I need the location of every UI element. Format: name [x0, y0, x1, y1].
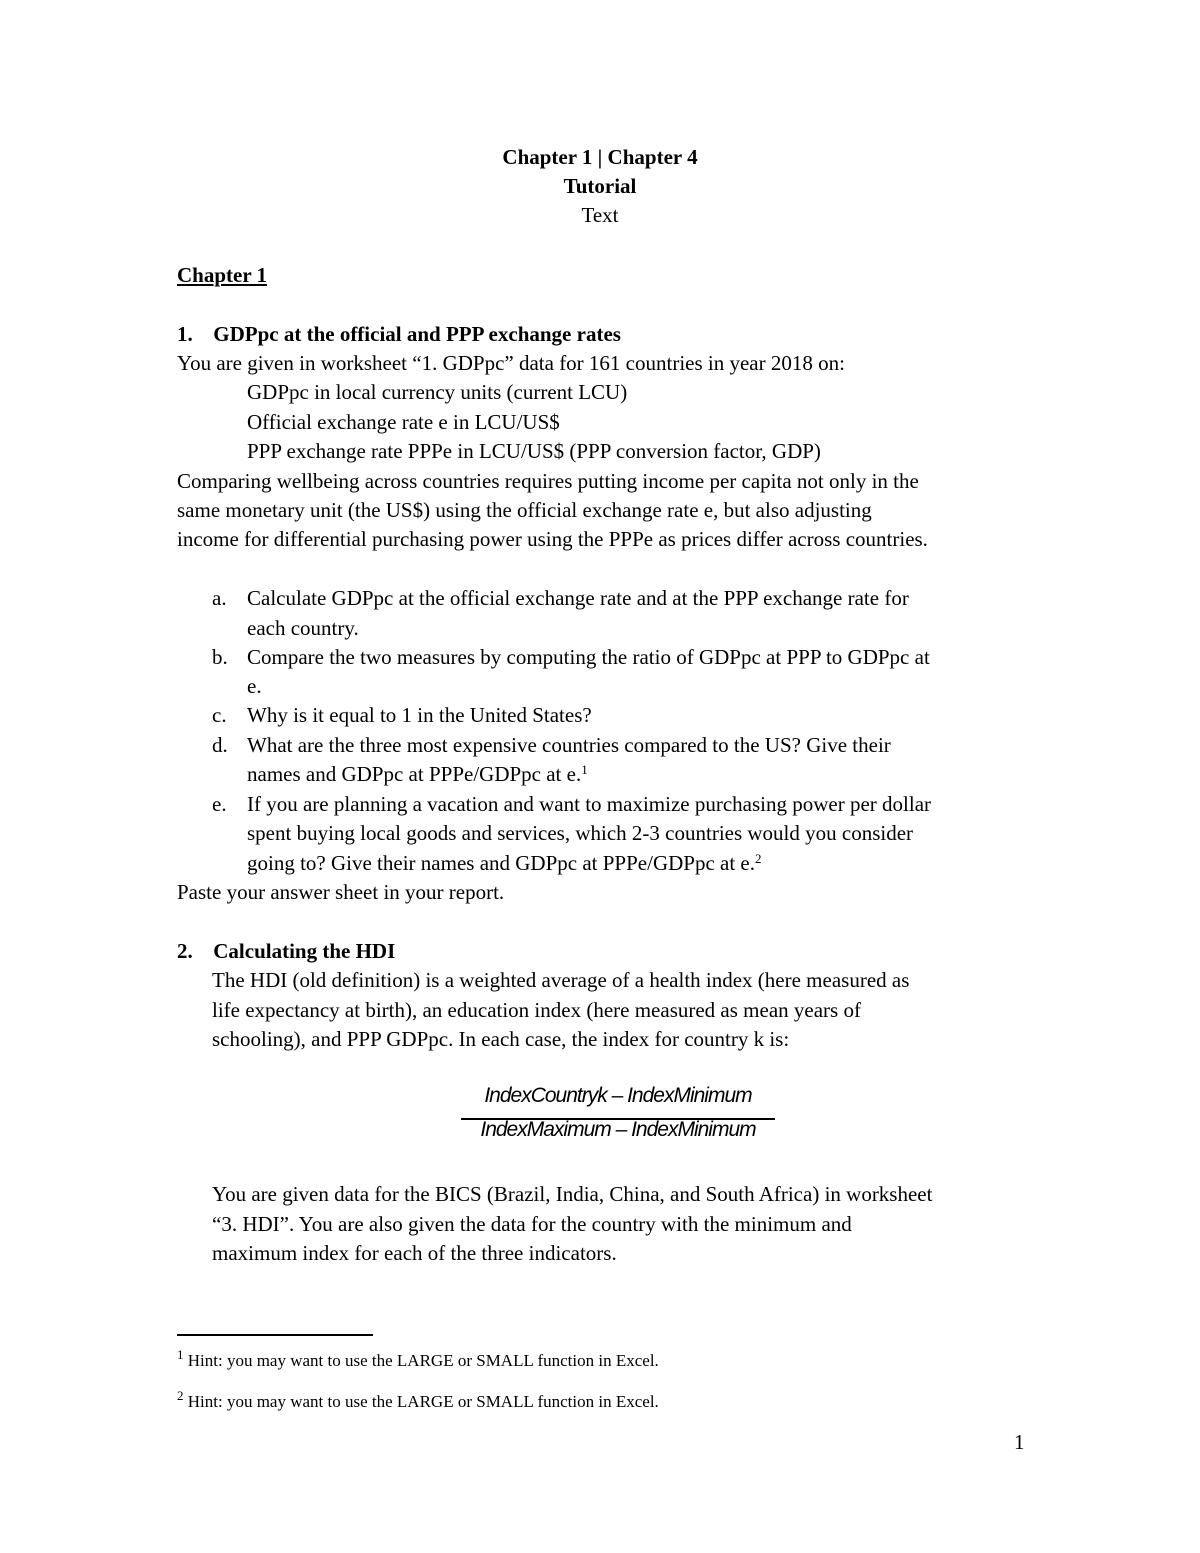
paragraph-line: same monetary unit (the US$) using the official exchange rate e, but also adjusting	[177, 498, 872, 522]
footnote-2-mark: 2	[177, 1388, 184, 1403]
document-title: Chapter 1 | Chapter 4	[502, 145, 698, 169]
paragraph-line: You are given data for the BICS (Brazil, India, China, and South Africa) in worksheet	[212, 1182, 933, 1206]
question-1-heading	[177, 320, 621, 349]
footnote-1-text: Hint: you may want to use the LARGE or SMALL function in Excel.	[187, 1351, 659, 1370]
subquestion-b-label: b.	[212, 645, 228, 669]
question-1-closing: Paste your answer sheet in your report.	[177, 880, 505, 904]
subquestion-d-label: d.	[212, 733, 228, 757]
document-subtitle: Tutorial	[563, 174, 637, 198]
subquestion-b-line: Compare the two measures by computing the ratio of GDPpc at PPP to GDPpc at	[247, 645, 930, 669]
paragraph-line: The HDI (old definition) is a weighted average of a health index (here measured as	[212, 968, 910, 992]
subquestion-a-line: Calculate GDPpc at the official exchange rate and at the PPP exchange rate for	[247, 586, 909, 610]
paragraph-line: income for differential purchasing power using the PPPe as prices differ across countries.	[177, 527, 928, 551]
subquestion-c-label: c.	[212, 703, 227, 727]
subquestion-c-line: Why is it equal to 1 in the United States?	[247, 703, 592, 727]
subquestion-a-label: a.	[212, 586, 227, 610]
question-1-intro: You are given in worksheet “1. GDPpc” data for 161 countries in year 2018 on:	[177, 351, 845, 375]
footnote-ref-2[interactable]: 2	[755, 851, 762, 866]
subquestion-d-line: What are the three most expensive countries compared to the US? Give their	[247, 733, 891, 757]
paragraph-line: life expectancy at birth), an education index (here measured as mean years of	[212, 998, 861, 1022]
footnote-ref-1[interactable]: 1	[581, 762, 588, 777]
subquestion-e-line-last	[247, 849, 762, 878]
subquestion-e-line: If you are planning a vacation and want to maximize purchasing power per dollar	[247, 792, 932, 816]
question-1-title: GDPpc at the official and PPP exchange rates	[213, 322, 621, 346]
subquestion-d-text: names and GDPpc at PPPe/GDPpc at e.	[247, 762, 582, 786]
footnote-2-text: Hint: you may want to use the LARGE or SMALL function in Excel.	[187, 1392, 659, 1411]
formula-numerator: IndexCountryk – IndexMinimum	[484, 1084, 752, 1107]
footnote-1-mark: 1	[177, 1347, 184, 1362]
subquestion-e-line: spent buying local goods and services, which 2-3 countries would you consider	[247, 821, 914, 845]
page-number: 1	[1014, 1430, 1025, 1454]
paragraph-line: maximum index for each of the three indicators.	[212, 1241, 617, 1265]
list-item: Official exchange rate e in LCU/US$	[247, 410, 560, 434]
list-item: PPP exchange rate PPPe in LCU/US$ (PPP conversion factor, GDP)	[247, 439, 821, 463]
paragraph-line: “3. HDI”. You are also given the data for the country with the minimum and	[212, 1212, 852, 1236]
subquestion-b-line: e.	[247, 674, 262, 698]
paragraph-line: schooling), and PPP GDPpc. In each case, the index for country k is:	[212, 1027, 790, 1051]
question-2-title: Calculating the HDI	[213, 939, 396, 963]
subquestion-e-label: e.	[212, 792, 227, 816]
question-2-heading	[177, 937, 395, 966]
subquestion-e-text: going to? Give their names and GDPpc at PPPe/GDPpc at e.	[247, 851, 755, 875]
footnote-1	[177, 1346, 659, 1375]
list-item: GDPpc in local currency units (current LCU)	[247, 380, 628, 404]
subquestion-d-line-last	[247, 760, 588, 789]
paragraph-line: Comparing wellbeing across countries requires putting income per capita not only in the	[177, 469, 919, 493]
footnote-2	[177, 1387, 659, 1416]
footnote-separator	[177, 1334, 373, 1336]
formula-denominator: IndexMaximum – IndexMinimum	[480, 1118, 756, 1141]
subquestion-a-line: each country.	[247, 616, 359, 640]
section-heading: Chapter 1	[177, 263, 268, 287]
document-text-label: Text	[581, 203, 619, 227]
question-2-number: 2.	[177, 939, 193, 963]
question-1-number: 1.	[177, 322, 193, 346]
